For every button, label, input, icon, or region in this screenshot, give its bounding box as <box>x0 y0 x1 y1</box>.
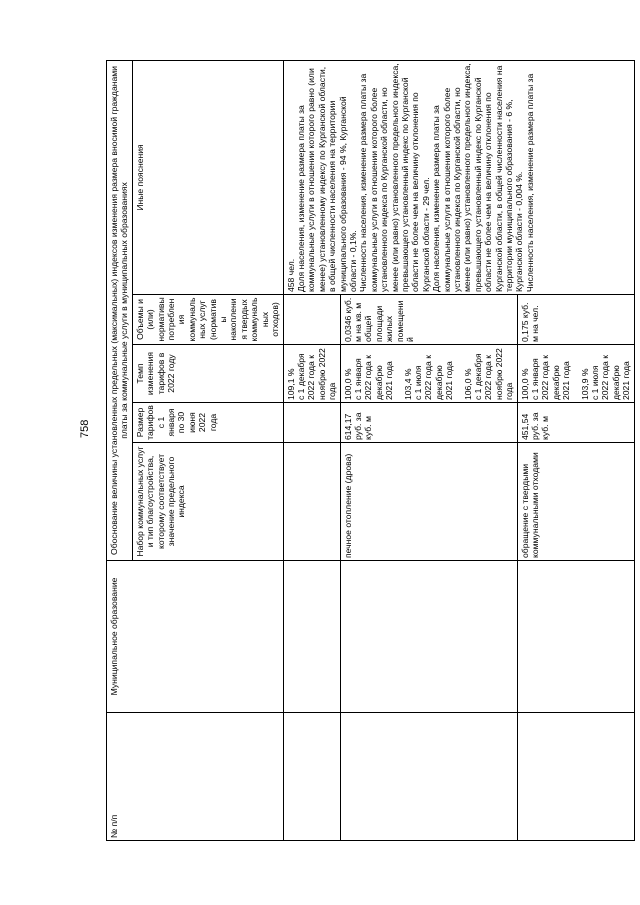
notes-line: Численность населения, изменение размера платы за <box>524 73 535 292</box>
header-notes: Иные пояснения <box>132 60 283 294</box>
header-municipality: Муниципальное образование <box>107 561 284 713</box>
rate-value: 109,1 % <box>285 368 296 400</box>
notes-line: Доля населения, изменение размера платы за коммунальные услуги в отношении которого равно (или менее) установленному индексу по Курганской области, в общей численности населения на территории муниципального образования - 94 %, Курганской области - 0,1%. <box>295 66 358 292</box>
cell-service: обращение с твердыми коммунальными отходами <box>517 443 634 561</box>
cell-volume: 0,175 куб. м на чел. <box>517 295 634 345</box>
cell-rate <box>340 345 517 403</box>
table-row <box>283 60 340 840</box>
cell-municipality <box>283 561 340 713</box>
rate-value: 103,9 % <box>579 368 590 400</box>
rate-value: 103,4 % <box>402 368 413 400</box>
cell-service: печное отопление (дрова) <box>340 443 517 561</box>
cell-volume <box>283 295 340 345</box>
cell-service <box>283 443 340 561</box>
cell-tariff <box>283 403 340 443</box>
tariff-justification-table <box>106 60 635 841</box>
rate-period: с 1 декабря 2022 года к ноябрю 2022 года <box>473 348 515 400</box>
cell-municipality <box>517 561 634 713</box>
rate-value: 100,0 % <box>342 368 353 400</box>
header-tariff-size: Размер тарифов с 1 января по 30 июня 2022 года <box>132 403 283 443</box>
rate-period: с 1 июля 2022 года к декабрю 2021 года <box>590 355 632 400</box>
cell-rate <box>517 345 634 403</box>
cell-notes <box>283 60 634 294</box>
header-service-set: Набор коммунальных услуг и тип благоустройства, которому соответствует значение предельного индекса <box>132 443 283 561</box>
header-number: № п/п <box>107 713 284 841</box>
header-volume: Объемы и (или) нормативы потребления коммунальных услуг (нормативы накопления твердых коммунальных отходов) <box>132 295 283 345</box>
rate-value: 100,0 % <box>519 368 530 400</box>
cell-volume: 0,0346 куб. м на кв. м общей площади жилых помещений <box>340 295 517 345</box>
cell-number <box>340 713 517 841</box>
cell-tariff: 614,17 руб. за куб. м <box>340 403 517 443</box>
rate-period: с 1 января 2022 года к декабрю 2021 года <box>352 355 395 400</box>
rate-period: с 1 июля 2022 года к декабрю 2021 года <box>412 355 455 400</box>
header-rate-change: Темп изменения тарифов в 2022 году <box>132 345 283 403</box>
cell-tariff: 451,54 руб. за куб. м <box>517 403 634 443</box>
header-group-title: Обоснование величины установленных предельных (максимальных) индексов изменения размера вносимой гражданами платы за коммунальные услуги в муниципальных образованиях <box>107 60 133 560</box>
notes-line: 458 чел. <box>285 258 296 292</box>
notes-line: Доля населения, изменение размера платы за коммунальные услуги в отношении которого более установленного индекса по Курганской области, но менее (или равно) установленного предельного индекса, превышающего установленный индекс по Курганской области не более чем на величину отклонения по Курганской области, в общей численности населения на территории муниципального образования - 6 %, Курганской области - 0,004 %. <box>431 63 525 292</box>
cell-number <box>283 713 340 841</box>
rate-period: с 1 декабря 2022 года к ноябрю 2022 года <box>295 348 338 400</box>
cell-rate <box>283 345 340 403</box>
rate-period: с 1 января 2022 года к декабрю 2021 года <box>530 355 572 400</box>
cell-number <box>517 713 634 841</box>
notes-line: Численность населения, изменение размера платы за коммунальные услуги в отношении которого более установленного индекса по Курганской области, но менее (или равно) установленного предельного индекса, превышающего установленный индекс по Курганской области не более чем на величину отклонения по Курганской области - 29 чел. <box>358 63 431 292</box>
page-number: 758 <box>79 419 91 438</box>
cell-municipality <box>340 561 517 713</box>
rate-value: 106,0 % <box>462 368 473 400</box>
